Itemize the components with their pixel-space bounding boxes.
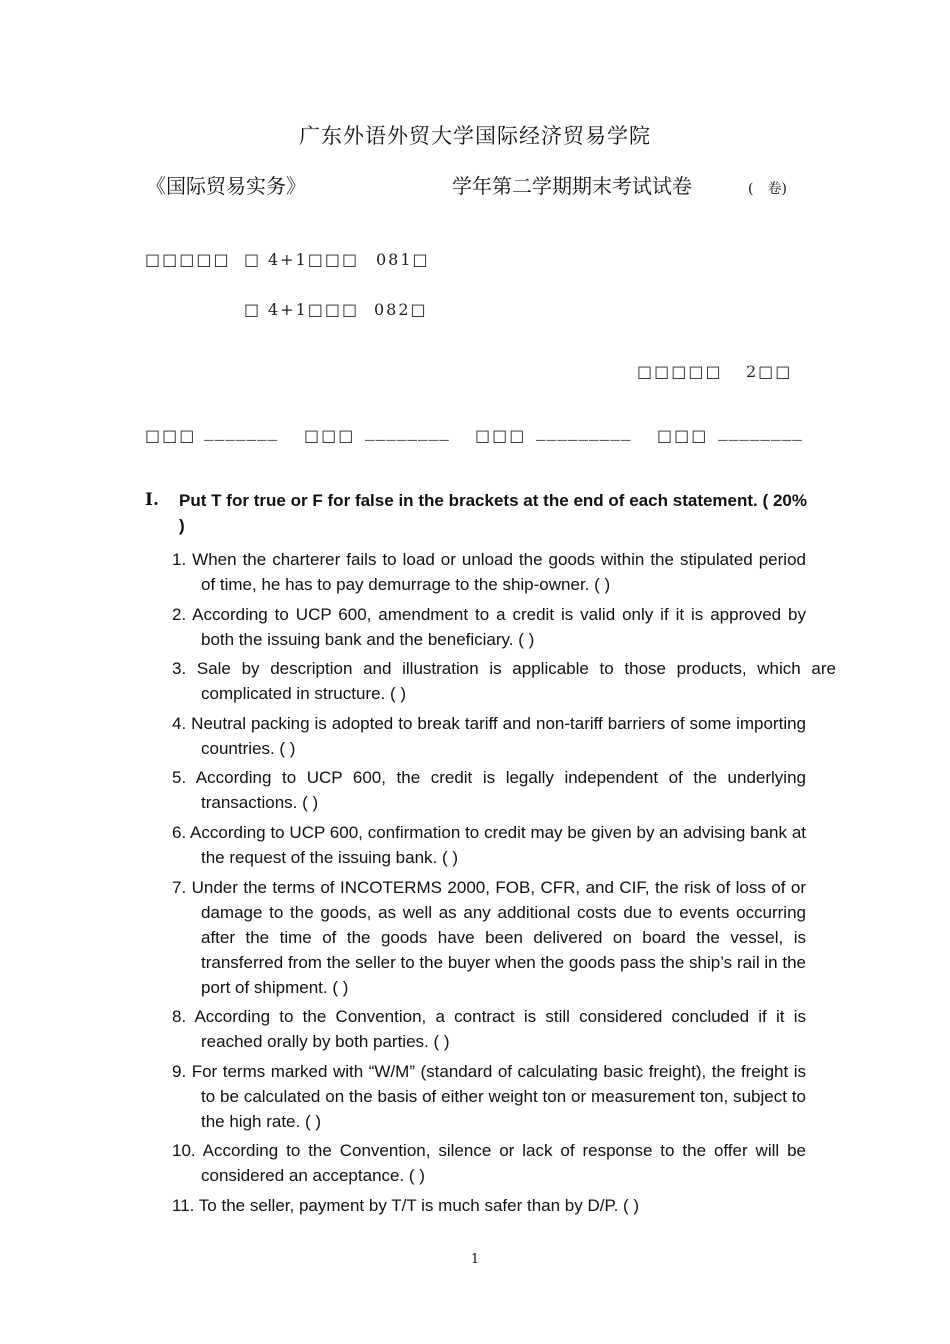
course-name: 《国际贸易实务》 [146,174,306,198]
class-row2-b: 4+1□□□ [268,300,360,319]
question-list [172,547,836,1223]
question-item: 6. According to UCP 600, confirmation to credit may be given by an advising bank at the request of the issuing bank. ( ) [172,822,806,867]
field3-label: □□□ [475,426,527,445]
class-row1-b: 4+1□□□ [268,250,360,269]
section-instruction: Put T for true or F for false in the brackets at the end of each statement. ( 20% ) [179,491,807,535]
page-number: 1 [470,1252,480,1267]
field2-blank[interactable]: ________ [365,426,450,444]
question-item: 1. When the charterer fails to load or unload the goods within the stipulated period of time, he has to pay demurrage to the ship-owner. ( ) [172,550,806,594]
section-heading [145,488,807,538]
class-row1-a: □ [244,250,262,269]
question-item: 9. For terms marked with “W/M” (standard of calculating basic freight), the freight is to be calculated on the basis of either weight ton or measurement ton, subject to the high rate. ( ) [172,1061,806,1131]
field1-label: □□□ [145,426,197,445]
class-label: □□□□□ [145,250,231,269]
section-number: Ⅰ. [145,490,159,510]
page-title: 广东外语外贸大学国际经济贸易学院 [299,124,651,148]
semester-label: 学年第二学期期末考试试卷 [452,174,692,198]
question-item: 8. According to the Convention, a contract is still considered concluded if it is reached orally by both parties. ( ) [172,1007,806,1052]
duration-value: 2□□ [746,362,793,381]
field2-label: □□□ [304,426,356,445]
class-row2-a: □ [244,300,262,319]
field3-blank[interactable]: _________ [536,426,632,444]
field4-blank[interactable]: ________ [718,426,803,444]
duration-label: □□□□□ [637,362,723,381]
question-item: 7. Under the terms of INCOTERMS 2000, FOB, CFR, and CIF, the risk of loss of or damage to the goods, as well as any additional costs due to events occurring after the time of the goods have been delivered on board the vessel, is transferred from the seller to the buyer when the goods pass the ship’s rail in the port of shipment. ( ) [172,877,806,997]
question-item: 2. According to UCP 600, amendment to a credit is valid only if it is approved by both the issuing bank and the beneficiary. ( ) [172,604,806,649]
field4-label: □□□ [657,426,709,445]
question-item: 3. Sale by description and illustration is applicable to those products, which are complicated in structure. ( ) [172,659,836,704]
class-row2-c: 082□ [374,300,428,319]
question-item: 4. Neutral packing is adopted to break tariff and non-tariff barriers of some importing countries. ( ) [172,713,806,758]
class-row1-c: 081□ [376,250,430,269]
question-item: 5. According to UCP 600, the credit is legally independent of the underlying transactions. ( ) [172,768,806,813]
question-item: 11. To the seller, payment by T/T is much safer than by D/P. ( ) [172,1195,640,1215]
field1-blank[interactable]: _______ [204,426,279,444]
question-item: 10. According to the Convention, silence or lack of response to the offer will be considered an acceptance. ( ) [172,1141,806,1186]
paper-type: ( 卷) [748,181,787,197]
